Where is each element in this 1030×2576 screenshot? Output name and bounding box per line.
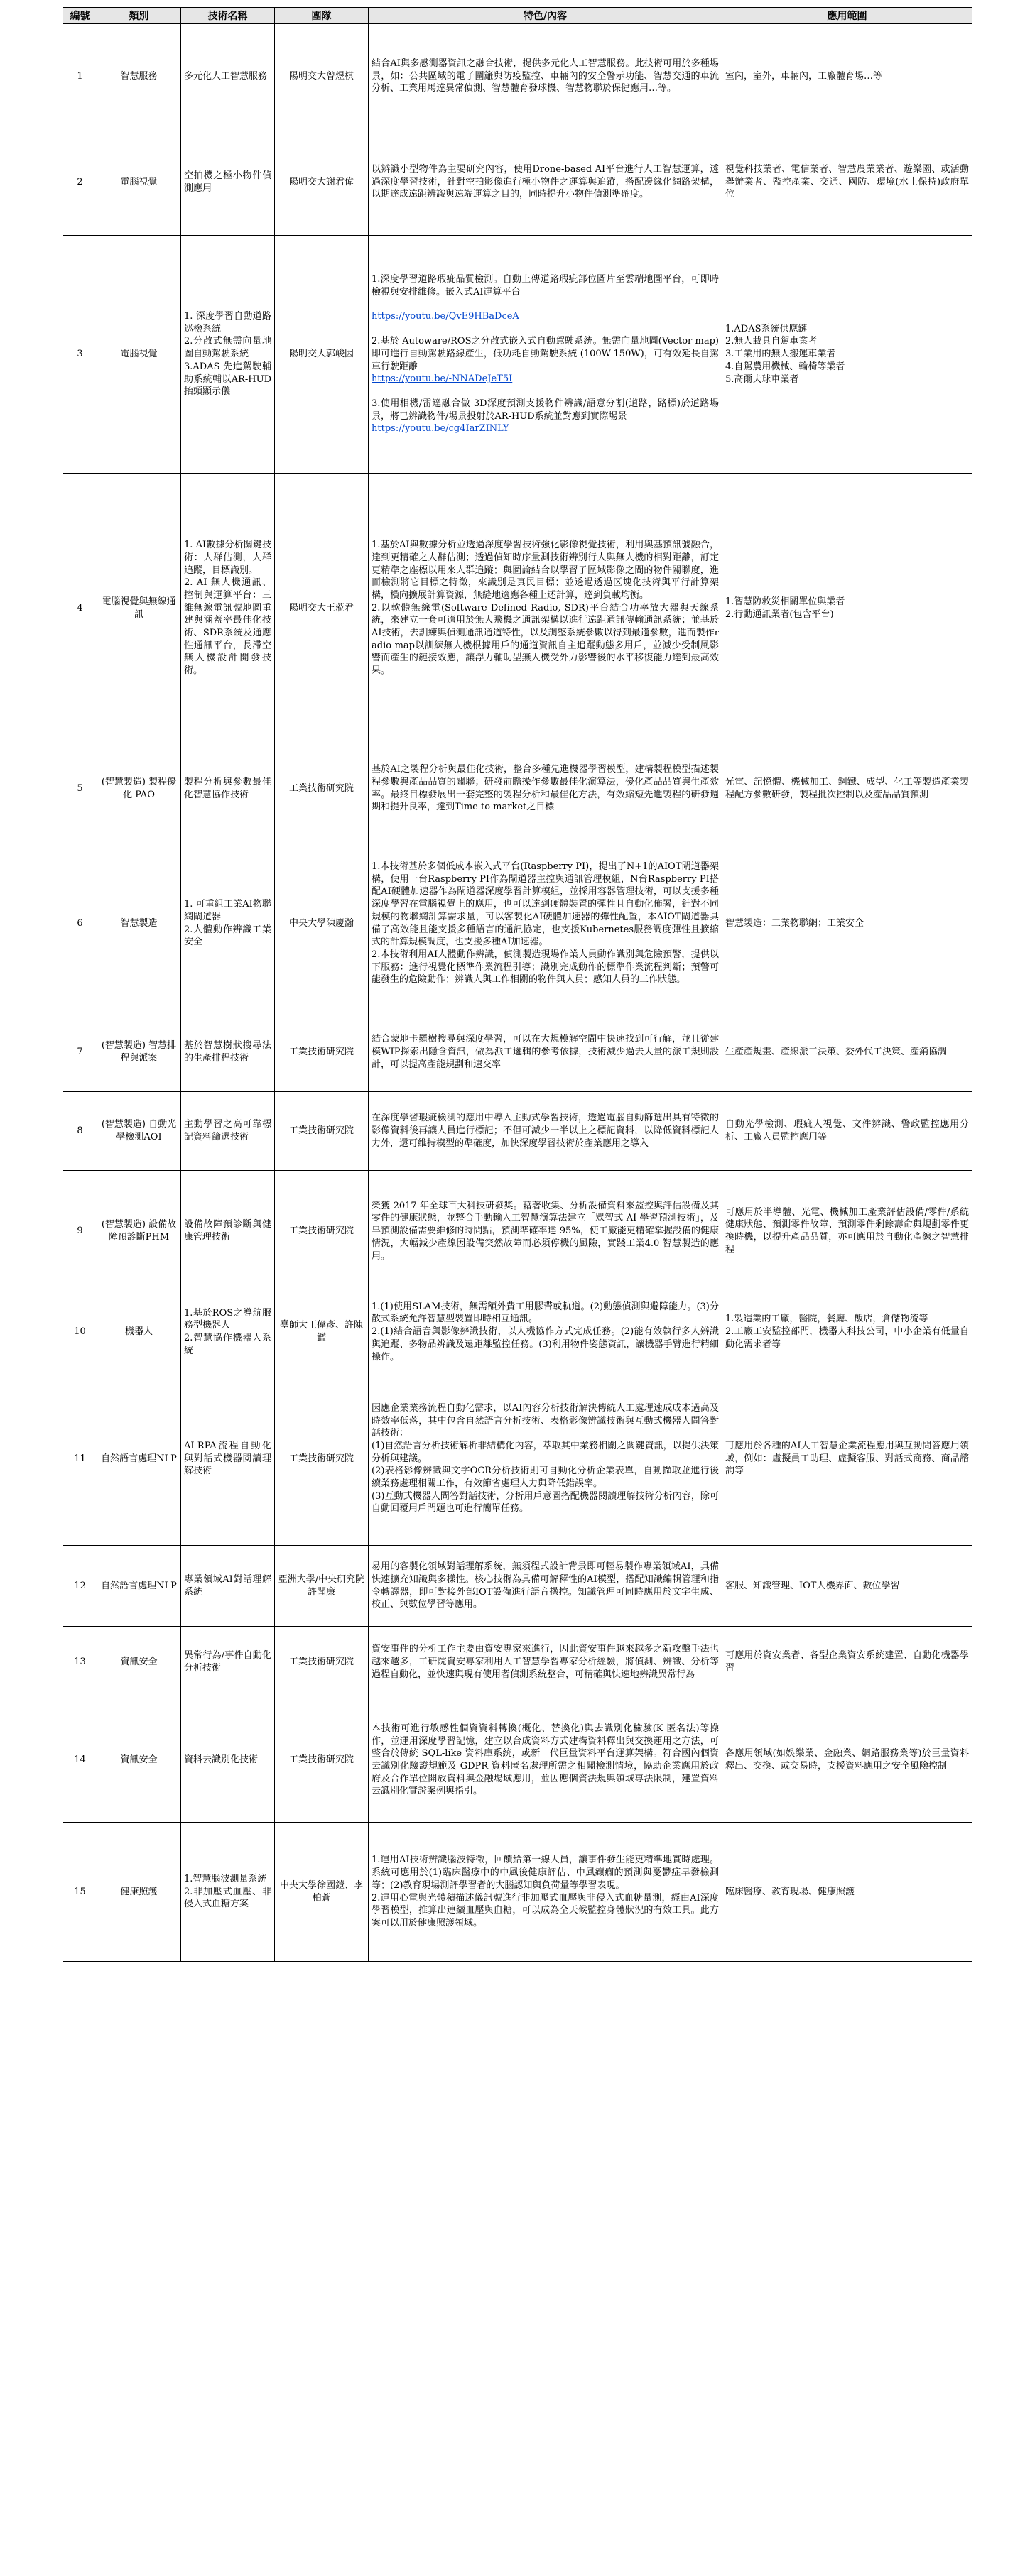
category-cell: 自然語言處理NLP (97, 1372, 181, 1546)
features-cell (369, 1823, 722, 1962)
header-no: 編號 (63, 8, 97, 24)
table-row (63, 743, 972, 834)
tech-line: 異常行為/事件自動化分析技術 (184, 1650, 271, 1674)
apps-line: 可應用於各種的AI人工智慧企業流程應用與互動問答應用領域，例如：虛擬員工助理、虛擬客服、對話式商務、商品諮詢等 (725, 1440, 969, 1477)
apps-line: 視覺科技業者、電信業者、智慧農業業者、遊樂園、或活動舉辦業者、監控產業、交通、國防、環境(水土保持)政府單位 (725, 163, 969, 200)
category-cell: (智慧製造) 設備故障預診斷PHM (97, 1171, 181, 1292)
row-number: 10 (63, 1292, 97, 1372)
apps-cell (722, 236, 972, 474)
row-number: 8 (63, 1092, 97, 1171)
tech-line: 製程分析與參數最佳化智慧協作技術 (184, 776, 271, 800)
category-cell: 資訊安全 (97, 1627, 181, 1698)
features-cell (369, 1292, 722, 1372)
team-cell: 工業技術研究院 (275, 1372, 369, 1546)
tech-line: 多元化人工智慧服務 (184, 70, 268, 82)
table-row (63, 834, 972, 1013)
team-cell: 工業技術研究院 (275, 1092, 369, 1171)
row-number: 9 (63, 1171, 97, 1292)
team-cell: 工業技術研究院 (275, 1627, 369, 1698)
features-cell (369, 1372, 722, 1546)
features-line: 1.基於AI與數據分析並透過深度學習技術強化影像視覺技術，利用與基預訊號融合，達到更精確之人群估測；透過偵知時序量測技術辨別行人與無人機的相對距離，訂定更精準之座標以用來人群追蹤；與圖論結合以學習子區域影像之間的物件關聯度，進而檢測將它目標之特徵，來識別是真民目標；並透過透過区塊化技術與平行計算架構，橫向擴展計算資源，無縫地適應各種上述計算，達到負載均衡。 (372, 540, 719, 601)
team-cell: 臺師大王偉彥、許陳鑑 (275, 1292, 369, 1372)
features-line: (1)自然語言分析技術解析非結構化內容，萃取其中業務相關之關鍵資訊，以提供決策分析與建議。 (372, 1440, 719, 1464)
tech-name-cell (181, 1013, 275, 1092)
row-number: 7 (63, 1013, 97, 1092)
features-line: 2.運用心電與光體積描述儀訊號進行非加壓式血壓與非侵入式血糖量測，經由AI深度學習模型，推算出連續血壓與血糖，可以成為全天候監控身體狀況的有效工具。此方案可以用於健康照護領域。 (372, 1892, 719, 1928)
tech-name-cell (181, 1698, 275, 1823)
row-number: 14 (63, 1698, 97, 1823)
apps-line: 1.ADAS系統供應鏈 (725, 323, 808, 334)
tech-line: 2.分散式無需向量地圖自動駕駛系統 (184, 336, 271, 360)
tech-line: AI-RPA流程自動化與對話式機器閱讀理解技術 (184, 1440, 271, 1477)
header-category: 類別 (97, 8, 181, 24)
team-cell: 陽明交大謝君偉 (275, 129, 369, 236)
row-number: 5 (63, 743, 97, 834)
apps-line: 5.高爾夫球車業者 (725, 373, 799, 385)
tech-line: 資料去識別化技術 (184, 1754, 259, 1766)
apps-cell (722, 1823, 972, 1962)
tech-name-cell (181, 1546, 275, 1627)
team-cell: 工業技術研究院 (275, 1698, 369, 1823)
features-cell (369, 474, 722, 743)
apps-line: 室內，室外，車輛內，工廠體育場…等 (725, 70, 883, 82)
table-row (63, 1627, 972, 1698)
features-line: 1.深度學習道路瑕疵品質檢測。自動上傳道路瑕疵部位圖片至雲端地圖平台，可即時檢視與安排維修。嵌入式AI運算平台 (372, 274, 719, 298)
tech-name-cell (181, 743, 275, 834)
tech-table-sheet (63, 7, 972, 1962)
tech-line: 3.ADAS 先進駕駛輔助系統輔以AR-HUD 抬頭顯示儀 (184, 361, 271, 398)
features-line: 1.運用AI技術辨識腦波特徵，回饋給第一線人員，讓事件發生能更精準地實時處理。系統可應用於(1)臨床醫療中的中風後健康評估、中風癲癇的預測與憂鬱症早發檢測等；(2)教育現場測評學習者的大腦認知與負荷量等學習表現。 (372, 1855, 719, 1891)
features-cell (369, 1627, 722, 1698)
tech-name-cell (181, 1292, 275, 1372)
team-cell: 陽明交大曾煜棋 (275, 24, 369, 129)
row-number: 12 (63, 1546, 97, 1627)
tech-line: 1. 深度學習自動道路巡檢系統 (184, 311, 271, 334)
header-row (63, 8, 972, 24)
table-row (63, 1698, 972, 1823)
tech-line: 2. AI 無人機通訊、控制與運算平台：三維無線電訊號地圖重建與涵蓋率最佳化技術、SDR系統及通應性通訊平台，長滯空無人機設計開發技術。 (184, 577, 271, 677)
tech-line: 2.非加壓式血壓、非侵入式血糖方案 (184, 1886, 271, 1910)
apps-cell (722, 129, 972, 236)
table-row (63, 1823, 972, 1962)
tech-line: 設備故障預診斷與健康管理技術 (184, 1219, 271, 1243)
apps-cell (722, 743, 972, 834)
category-cell: 電腦視覺 (97, 129, 181, 236)
category-cell: 智慧服務 (97, 24, 181, 129)
table-row (63, 129, 972, 236)
apps-cell (722, 1171, 972, 1292)
tech-line: 2.智慧協作機器人系統 (184, 1333, 271, 1356)
features-line: 1.本技術基於多個低成本嵌入式平台(Raspberry PI)，提出了N+1的AIOT閘道器架構，使用一台Raspberry PI作為閘道器主控與通訊管理模組，N台Raspberry PI搭配AI硬體加速器作為閘道器深度學習計算模組，並採用容器管理技術，可以支援多種深度學習在電腦視覺上的應用，也可以達到硬體裝置的彈性且自動化佈署，針對不同規模的物聯網計算需求量，可以客製化AI硬體加速器的彈性配置，本AIOT閘道器具備了高效能且能支援多種語言的通訊協定，也支援Kubernetes服務調度彈性且擴縮式的計算規模調度，也支援多種AI加速器。 (372, 861, 719, 948)
features-cell (369, 834, 722, 1013)
team-cell: 工業技術研究院 (275, 1013, 369, 1092)
category-cell: 電腦視覺 (97, 236, 181, 474)
tech-name-cell (181, 834, 275, 1013)
features-line (372, 298, 719, 310)
features-line: 2.以軟體無線電(Software Defined Radio, SDR)平台結合功率放大器與天線系統，來建立一套可適用於無人飛機之通訊架構以進行遠距通訊傳輸通訊系統；並基於AI技術，去訓練與偵測通訊通道特性，以及調整系統參數以得到最適參數，進而製作radio map以訓練無人機根據用戶的通道資訊自主追蹤動態多用戶，並減少受制風影響而產生的鏈接效應，讓浮力輔助型無人機受外力影響後的水平移復能力達到最高效果。 (372, 602, 719, 677)
features-cell (369, 1698, 722, 1823)
features-cell (369, 1092, 722, 1171)
row-number: 11 (63, 1372, 97, 1546)
row-number: 3 (63, 236, 97, 474)
table-row (63, 236, 972, 474)
features-cell (369, 1013, 722, 1092)
category-cell: (智慧製造) 自動光學檢測AOI (97, 1092, 181, 1171)
header-team: 團隊 (275, 8, 369, 24)
video-link[interactable]: https://youtu.be/-NNADeJeT5I (372, 373, 513, 385)
features-line: 資安事件的分析工作主要由資安專家來進行，因此資安事件越來越多之新攻擊手法也越來越多，工研院資安專家利用人工智慧學習專家分析經驗，將偵測、辨識、分析等過程自動化，並快速與現有使用者偵測系統整合，可精確與快速地辨識異常行為 (372, 1644, 719, 1680)
tech-name-cell (181, 129, 275, 236)
apps-line: 2.無人載具自駕車業者 (725, 336, 818, 347)
tech-line: 1.智慧腦波測量系統 (184, 1873, 267, 1884)
tech-line: 專業領域AI對話理解系統 (184, 1573, 271, 1598)
tech-name-cell (181, 1627, 275, 1698)
category-cell: 資訊安全 (97, 1698, 181, 1823)
row-number: 13 (63, 1627, 97, 1698)
team-cell: 亞洲大學/中央研究院許聞廉 (275, 1546, 369, 1627)
features-cell (369, 24, 722, 129)
apps-line: 可應用於半導體、光電、機械加工產業評估設備/零件/系統健康狀態、預測零件故障、預測零件剩餘壽命與規劃零件更換時機，以提升產品品質，亦可應用於自動化產線之智慧排程 (725, 1206, 969, 1255)
row-number: 6 (63, 834, 97, 1013)
apps-line: 2.行動通訊業者(包含平台) (725, 608, 834, 620)
apps-line: 可應用於資安業者、各型企業資安系統建置、自動化機器學習 (725, 1650, 969, 1674)
apps-line: 2.工廠工安監控部門，機器人科技公司，中小企業有低量自動化需求者等 (725, 1326, 969, 1350)
features-line (372, 386, 719, 398)
table-row (63, 1092, 972, 1171)
tech-line: 空拍機之極小物件偵測應用 (184, 170, 271, 194)
apps-line: 智慧製造：工業物聯網；工業安全 (725, 917, 864, 929)
apps-line: 臨床醫療、教育現場、健康照護 (725, 1886, 855, 1897)
apps-line: 各應用領域(如娛樂業、金融業、網路服務業等)於巨量資料釋出、交換、或交易時，支援資料應用之安全風險控制 (725, 1748, 969, 1772)
tech-name-cell (181, 24, 275, 129)
apps-cell (722, 1092, 972, 1171)
category-cell: 健康照護 (97, 1823, 181, 1962)
table-row (63, 1372, 972, 1546)
apps-cell (722, 1698, 972, 1823)
team-cell: 陽明交大王蒞君 (275, 474, 369, 743)
category-cell: 機器人 (97, 1292, 181, 1372)
team-cell: 工業技術研究院 (275, 743, 369, 834)
tech-line: 2.人體動作辨識工業安全 (184, 924, 271, 948)
apps-cell (722, 474, 972, 743)
table-row (63, 1013, 972, 1092)
tech-name-cell (181, 474, 275, 743)
apps-cell (722, 1013, 972, 1092)
apps-cell (722, 1292, 972, 1372)
features-line (372, 323, 719, 335)
tech-line: 1.基於ROS之導航服務型機器人 (184, 1307, 271, 1331)
tech-line: 主動學習之高可靠標記資料篩選技術 (184, 1119, 271, 1142)
row-number: 4 (63, 474, 97, 743)
features-cell (369, 1546, 722, 1627)
tech-line: 1. AI數據分析關鍵技術：人群估測，人群追蹤，目標識別。 (184, 540, 271, 576)
apps-cell (722, 1546, 972, 1627)
apps-line: 1.製造業的工廠，醫院，餐廳、飯店，倉儲物流等 (725, 1314, 928, 1325)
category-cell: (智慧製造) 製程優化 PAO (97, 743, 181, 834)
apps-line: 自動光學檢測、瑕疵人視覺、文件辨識、警政監控應用分析、工廠人員監控應用等 (725, 1119, 969, 1142)
header-apps: 應用範圍 (722, 8, 972, 24)
apps-line: 生產產規畫、產線派工決策、委外代工決策、產銷協調 (725, 1047, 948, 1058)
category-cell: (智慧製造) 智慧排程與派案 (97, 1013, 181, 1092)
header-features: 特色/內容 (369, 8, 722, 24)
features-line: (2)表格影像辨識與文字OCR分析技術則可自動化分析企業表單，自動擷取並進行後續業務處理相關工作，有效節省處理人力與降低錯誤率。 (372, 1466, 719, 1489)
table-row (63, 24, 972, 129)
features-line: (3)互動式機器人問答對話技術，分析用戶意圖搭配機器閱讀理解技術分析內容，除可自動回覆用戶問題也可進行簡單任務。 (372, 1490, 719, 1515)
category-cell: 智慧製造 (97, 834, 181, 1013)
team-cell: 中央大學徐國鎧、李柏蒼 (275, 1823, 369, 1962)
features-line: 在深度學習瑕疵檢測的應用中導入主動式學習技術，透過電腦自動篩選出具有特徵的影像資料後再讓人員進行標記；不但可減少一半以上之標記資料，以降低資料標記人力外，還可維持模型的準確度，加快深度學習技術於產業應用之導入 (372, 1113, 719, 1149)
features-line: 基於AI之製程分析與最佳化技術，整合多種先進機器學習模型，建構製程模型描述製程參數與產品品質的關聯；研發前瞻操作參數最佳化演算法，優化產品品質與生產效率。最終目標發展出一套完整的製程分析和最佳化方法，有效縮短先進製程的研發週期和提升良率，達到Time to market之目標 (372, 764, 719, 813)
apps-cell (722, 834, 972, 1013)
features-line: 結合蒙地卡羅樹搜尋與深度學習，可以在大規模解空間中快速找到可行解，並且從建模WIP探索出隱含資訊，做為派工邏輯的參考依據，技術減少過去大量的派工規則設計，可以提高產能規劃和速交率 (372, 1034, 719, 1070)
row-number: 2 (63, 129, 97, 236)
features-line: 以辨識小型物件為主要研究內容，使用Drone-based AI平台進行人工智慧運算，透過深度學習技術，針對空拍影像進行極小物件之運算與追蹤，搭配邊緣化網路架構，以期達成遠距辨識與遠端運算之目的，同時提升小物件偵測準確度。 (372, 163, 719, 200)
header-tech: 技術名稱 (181, 8, 275, 24)
team-cell: 中央大學陳慶瀚 (275, 834, 369, 1013)
tech-name-cell (181, 1372, 275, 1546)
apps-line: 客服、知識管理、IOT人機界面、數位學習 (725, 1580, 900, 1591)
category-cell: 自然語言處理NLP (97, 1546, 181, 1627)
table-row (63, 1292, 972, 1372)
features-cell (369, 743, 722, 834)
features-line: 結合AI與多感測器資訊之融合技術，提供多元化人工智慧服務。此技術可用於多種場景，如：公共區域的電子圍籬與防疫監控、車輛內的安全警示功能、智慧交通的車流分析、工業用馬達異常偵測、智慧體育發球機、智慧物聯於保健應用…等。 (372, 58, 719, 94)
row-number: 1 (63, 24, 97, 129)
team-cell: 工業技術研究院 (275, 1171, 369, 1292)
video-link[interactable]: https://youtu.be/QvE9HBaDceA (372, 311, 519, 322)
tech-name-cell (181, 236, 275, 474)
table-row (63, 1546, 972, 1627)
tech-table (63, 7, 972, 1962)
features-line: 因應企業業務流程自動化需求，以AI內容分析技術解決傳統人工處理速成成本過高及時效率低落，其中包含自然語言分析技術、表格影像辨識技術與互動式機器人問答對話技術： (372, 1402, 719, 1439)
tech-name-cell (181, 1092, 275, 1171)
apps-line: 1.智慧防救災相關單位與業者 (725, 596, 845, 607)
features-cell (369, 129, 722, 236)
table-row (63, 474, 972, 743)
features-line: 2.基於 Autoware/ROS之分散式嵌入式自動駕駛系統。無需向量地圖(Vector map)即可進行自動駕駛路線產生，低功耗自動駕駛系統 (100W-150W)，可有效延長自駕車行駛距離 (372, 336, 719, 372)
apps-cell (722, 1372, 972, 1546)
features-cell (369, 236, 722, 474)
video-link[interactable]: https://youtu.be/cg4IarZINLY (372, 423, 509, 435)
features-line: 3.使用相機/雷達融合做 3D深度預測支援物件辨識/語意分割(道路，路標)於道路場景，將已辨識物件/場景投射於AR-HUD系統並對應到實際場景 (372, 398, 719, 422)
tech-line: 基於智慧樹狀搜尋法的生產排程技術 (184, 1040, 271, 1064)
apps-line: 3.工業用的無人搬運車業者 (725, 349, 836, 360)
tech-name-cell (181, 1171, 275, 1292)
features-cell (369, 1171, 722, 1292)
features-line: 2.(1)結合語音與影像辨識技術，以人機協作方式完成任務。(2)能有效執行多人辨識與追蹤、多物品辨識及遠距離監控任務。(3)利用物件姿態資訊，讓機器手臂進行精細操作。 (372, 1326, 719, 1363)
features-line: 本技術可進行敏感性個資資料轉換(概化、替換化)與去識別化檢驗(K 匿名法)等操作，並運用深度學習記憶，建立以合成資料方式建構資料釋出與交換運用之方法，可整合於傳統 SQL-like 資料庫系統，或新一代巨量資料平台運算架構。符合國內個資去識別化驗證規範及 GDPR 資料匿名處理所需之相關檢測情境，協助企業應用於政府及合作單位開放資料與金融場域應用，並因應個資法規與領域專法限制，建置資料去識別化實證案例與指引。 (372, 1723, 719, 1797)
tech-name-cell (181, 1823, 275, 1962)
features-line: 1.(1)使用SLAM技術，無需額外費工用膠帶或軌道。(2)動態偵測與避障能力。(3)分散式系統允許智慧型裝置即時相互通訊。 (372, 1301, 719, 1325)
table-row (63, 1171, 972, 1292)
apps-line: 4.自駕農用機械、輪椅等業者 (725, 361, 845, 372)
features-line: 2.本技術利用AI人體動作辨識，偵測製造現場作業人員動作識別與危險預警，提供以下服務：進行視覺化標準作業流程引導；識別完成動作的標準作業流程判斷；預警可能發生的危險動作；辨識人與工作相關的物件與人員；感知人員的工作狀態。 (372, 949, 719, 986)
apps-line: 光電、記憶體、機械加工、鋼鐵、成型、化工等製造產業製程配方參數研發，製程批次控制以及產品品質預測 (725, 776, 969, 800)
apps-cell (722, 24, 972, 129)
team-cell: 陽明交大郭峻因 (275, 236, 369, 474)
tech-line: 1. 可重組工業AI物聯網閘道器 (184, 899, 271, 922)
features-line: 易用的客製化領域對話理解系統，無須程式設計背景即可輕易製作專業領域AI，具備快速擴充知識與多樣性。核心技術為具備可解釋性的AI模型，搭配知識編輯管理和指令轉譯器，即可對接外部IOT設備進行語音操控。知識管理可同時應用於文字生成、校正、與數位學習等應用。 (372, 1561, 719, 1610)
row-number: 15 (63, 1823, 97, 1962)
apps-cell (722, 1627, 972, 1698)
category-cell: 電腦視覺與無線通訊 (97, 474, 181, 743)
features-line: 榮獲 2017 年全球百大科技研發獎。藉著收集、分析設備資料來監控與評估設備及其零件的健康狀態，並整合手動輸入工智慧演算法建立「眾智式 AI 學習預測技術」，及早預測設備需要維修的時間點，預測準確率達 95%，使工廠能更精確掌握設備的健康情況，大幅減少產線因設備突然故障而必須停機的風險，實踐工業4.0 智慧製造的應用。 (372, 1200, 719, 1262)
